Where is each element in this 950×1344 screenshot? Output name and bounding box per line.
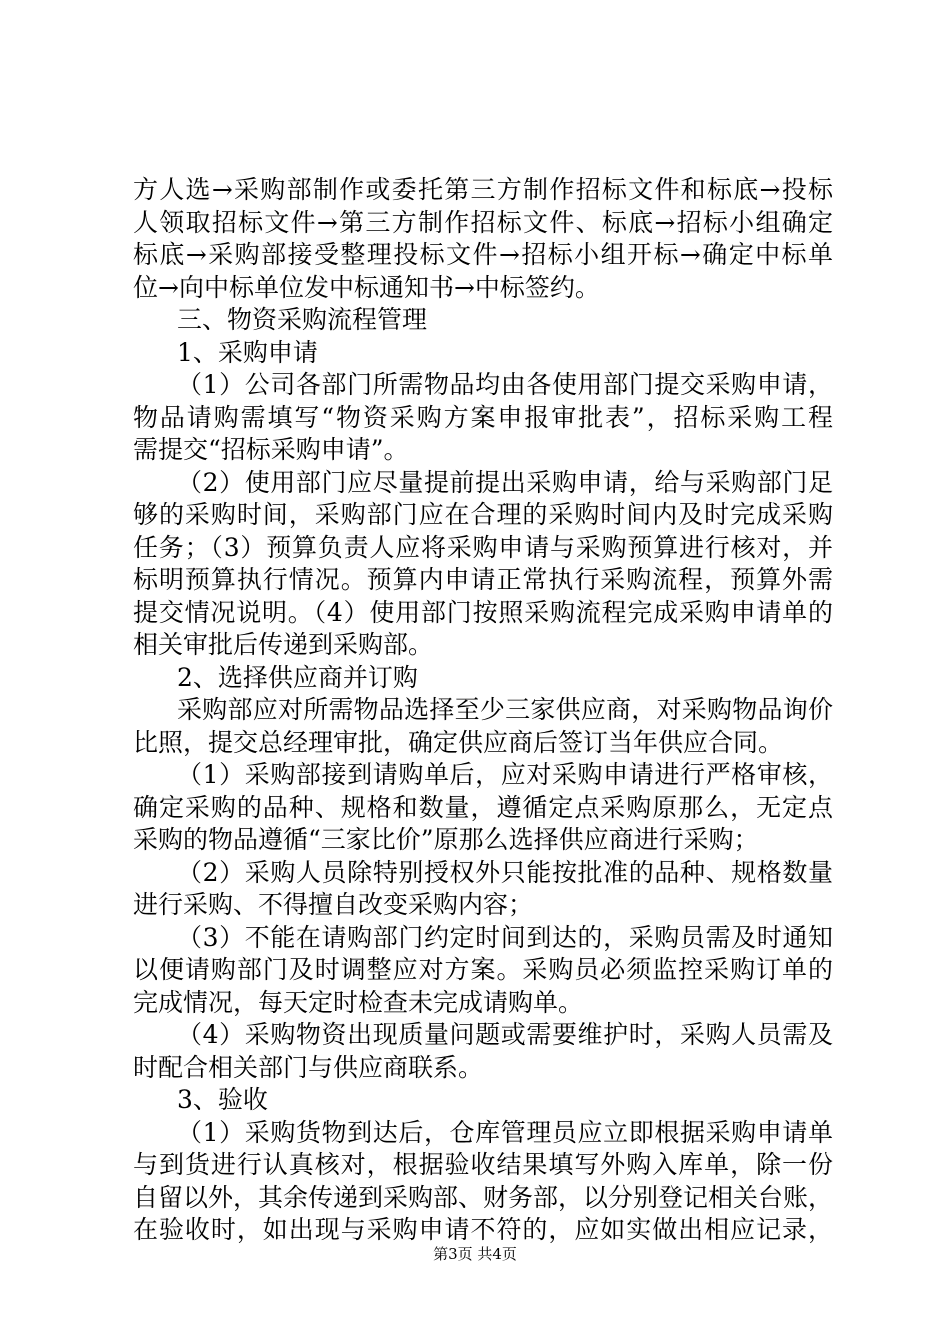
text-line: 需提交“招标采购申请”。 xyxy=(133,435,409,464)
text-line: 比照，提交总经理审批，确定供应商后签订当年供应合同。 xyxy=(133,727,784,757)
text-line: 与到货进行认真核对，根据验收结果填写外购入库单，除一份 xyxy=(133,1150,833,1179)
text-line: 采购的物品遵循“三家比价”原那么选择供应商进行采购； xyxy=(133,825,759,854)
text-line: （4）采购物资出现质量问题或需要维护时，采购人员需及 xyxy=(177,1020,833,1049)
text-line: （3）不能在请购部门约定时间到达的，采购员需及时通知 xyxy=(177,922,833,952)
text-line: 位→向中标单位发中标通知书→中标签约。 xyxy=(133,272,600,302)
text-line: 标底→采购部接受整理投标文件→招标小组开标→确定中标单 xyxy=(133,240,833,269)
text-line: 方人选→采购部制作或委托第三方制作招标文件和标底→投标 xyxy=(133,175,833,204)
page-number-label: 第3页 共4页 xyxy=(433,1245,517,1263)
text-line: 相关审批后传递到采购部。 xyxy=(133,630,434,659)
text-line: 自留以外，其余传递到采购部、财务部，以分别登记相关台账， xyxy=(133,1182,834,1212)
text-line: 确定采购的品种、规格和数量，遵循定点采购原那么，无定点 xyxy=(133,792,833,822)
text-line: 时配合相关部门与供应商联系。 xyxy=(133,1052,484,1082)
text-line: 人领取招标文件→第三方制作招标文件、标底→招标小组确定 xyxy=(133,207,833,237)
text-line: （1）采购货物到达后，仓库管理员应立即根据采购申请单 xyxy=(177,1117,833,1147)
text-line: 标明预算执行情况。预算内申请正常执行采购流程，预算外需 xyxy=(133,565,833,594)
text-line: 以便请购部门及时调整应对方案。采购员必须监控采购订单的 xyxy=(133,955,833,984)
text-line: 1、采购申请 xyxy=(177,337,318,367)
text-line: （2）采购人员除特别授权外只能按批准的品种、规格数量 xyxy=(177,857,833,887)
text-line: 提交情况说明。（4）使用部门按照采购流程完成采购申请单的 xyxy=(133,597,833,627)
text-line: 够的采购时间，采购部门应在合理的采购时间内及时完成采购 xyxy=(133,500,833,529)
text-line: 三、物资采购流程管理 xyxy=(177,305,428,334)
page-footer xyxy=(0,1244,950,1264)
document-body xyxy=(133,174,833,1247)
text-line: 2、选择供应商并订购 xyxy=(177,662,418,692)
text-line: 物品请购需填写“物资采购方案申报审批表”，招标采购工程 xyxy=(133,402,833,432)
text-line: 进行采购、不得擅自改变采购内容； xyxy=(133,890,534,919)
text-line: 采购部应对所需物品选择至少三家供应商，对采购物品询价 xyxy=(177,695,833,724)
text-line: （1）公司各部门所需物品均由各使用部门提交采购申请， xyxy=(177,370,833,399)
text-line: （2）使用部门应尽量提前提出采购申请，给与采购部门足 xyxy=(177,467,833,497)
text-line: 完成情况，每天定时检查未完成请购单。 xyxy=(133,987,584,1017)
text-line: 3、验收 xyxy=(177,1085,268,1114)
text-line: 在验收时，如出现与采购申请不符的，应如实做出相应记录， xyxy=(133,1215,833,1244)
text-line: （1）采购部接到请购单后，应对采购申请进行严格审核， xyxy=(177,760,833,789)
text-line: 任务；（3）预算负责人应将采购申请与采购预算进行核对，并 xyxy=(133,532,833,562)
